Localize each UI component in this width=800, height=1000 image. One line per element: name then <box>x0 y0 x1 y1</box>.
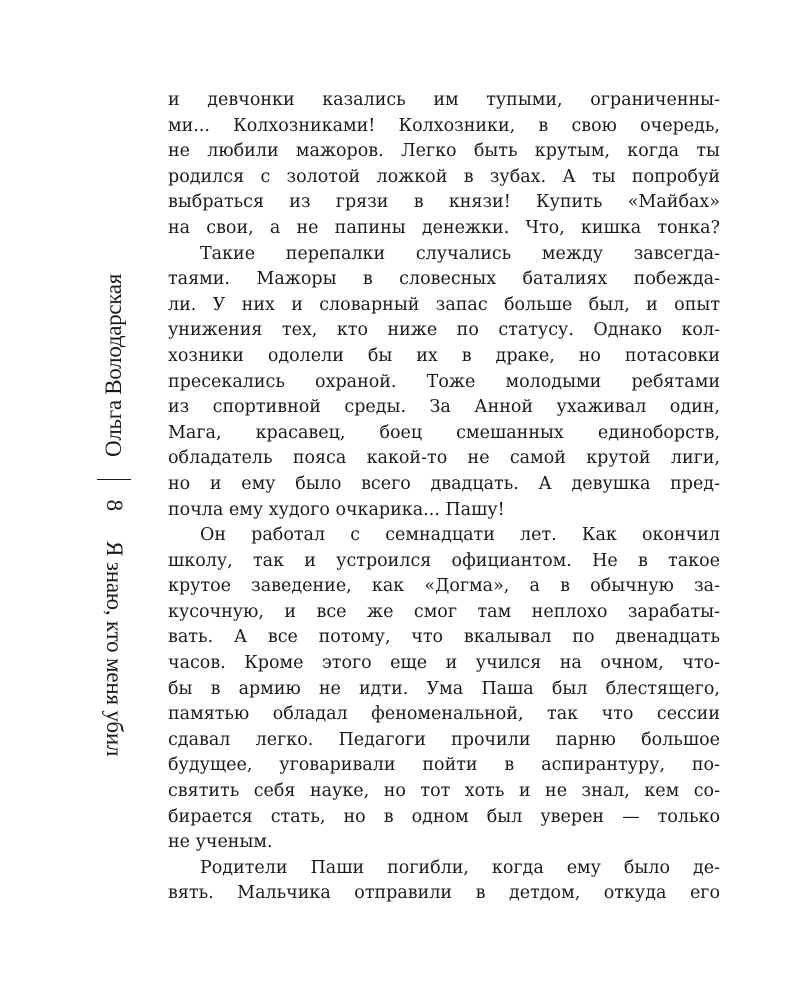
text-line: бы в армию не идти. Ума Паша был блестящего, <box>168 678 720 699</box>
text-column <box>168 88 720 907</box>
paragraph <box>168 523 720 856</box>
text-line: Мага, красавец, боец смешанных единоборств, <box>168 422 720 443</box>
text-line: но и ему было всего двадцать. А девушка пред- <box>168 473 720 494</box>
paragraph <box>168 242 720 524</box>
text-line: часов. Кроме этого еще и учился на очном, что- <box>168 653 720 674</box>
paragraph <box>168 88 720 242</box>
text-line: Родители Паши погибли, когда ему было де- <box>200 857 720 878</box>
text-line: на свои, а не папины денежки. Что, кишка тонка? <box>168 217 720 238</box>
text-line: не любили мажоров. Легко быть крутым, когда ты <box>168 141 720 162</box>
text-line: памятью обладал феноменальной, так что сессии <box>168 704 720 725</box>
text-line: не ученым. <box>168 832 273 853</box>
text-line: таями. Мажоры в словесных баталиях побежда- <box>168 269 720 290</box>
text-line: хозники одолели бы их в драке, но потасовки <box>168 345 720 366</box>
text-line: вать. А все потому, что вкалывал по двенадцать <box>168 627 720 648</box>
running-head-divider <box>97 479 131 480</box>
text-line: родился с золотой ложкой в зубах. А ты попробуй <box>168 166 720 187</box>
text-line: святить себя науке, но тот хоть и не знал, кем со- <box>168 781 720 802</box>
text-line: сдавал легко. Педагоги прочили парню большое <box>168 729 720 750</box>
text-line: школу, так и устроился официантом. Не в такое <box>168 550 720 571</box>
text-line: из спортивной среды. За Анной ухаживал один, <box>168 397 720 418</box>
text-line: крутое заведение, как «Догма», а в обычную за- <box>168 576 720 597</box>
page-number: 8 <box>102 499 127 512</box>
text-line: обладатель пояса какой-то не самой крутой лиги, <box>168 448 720 469</box>
text-line: ли. У них и словарный запас больше был, и опыт <box>168 294 720 315</box>
text-line: унижения тех, кто ниже по статусу. Однако кол- <box>168 320 720 341</box>
text-line: ми... Колхозниками! Колхозники, в свою очередь, <box>168 115 720 136</box>
text-line: бирается стать, но в одном был уверен — только <box>168 806 720 827</box>
running-head-author: Ольга Володарская <box>101 273 126 457</box>
text-line: будущее, уговаривали пойти в аспирантуру, по- <box>168 755 720 776</box>
text-line: кусочную, и все же смог там неплохо зарабаты- <box>168 601 720 622</box>
text-line: выбраться из грязи в князи! Купить «Майбах» <box>168 192 720 213</box>
text-line: пресекались охраной. Тоже молодыми ребятами <box>168 371 720 392</box>
text-line: Он работал с семнадцати лет. Как окончил <box>200 525 720 546</box>
text-line: вять. Мальчика отправили в детдом, откуда его <box>168 883 720 904</box>
running-head <box>94 135 134 895</box>
text-line: почла ему худого очкарика... Пашу! <box>168 499 505 520</box>
running-head-title: Я знаю, кто меня убил <box>102 541 127 757</box>
text-line: Такие перепалки случались между завсегда- <box>200 243 720 264</box>
text-line: и девчонки казались им тупыми, ограниченны- <box>168 90 720 110</box>
paragraph <box>168 856 720 907</box>
